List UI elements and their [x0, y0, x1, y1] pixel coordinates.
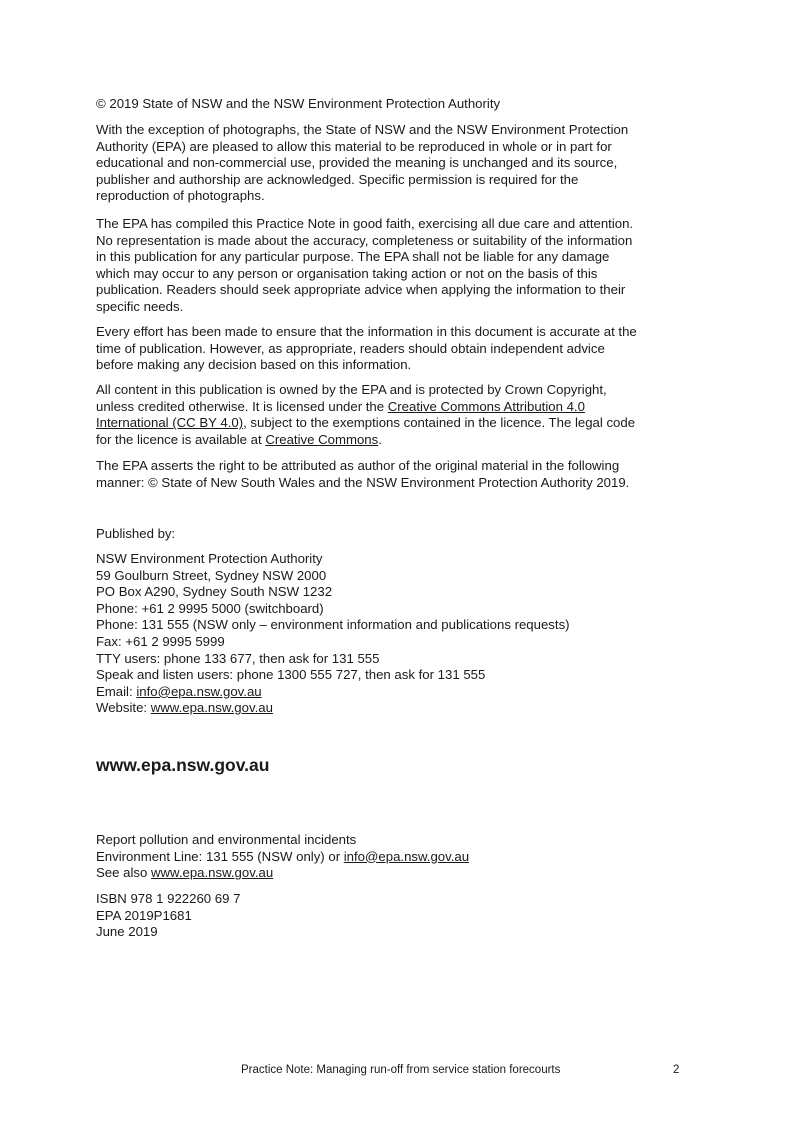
- copyright-text: © 2019 State of NSW and the NSW Environment Protection Authority: [96, 96, 501, 111]
- accuracy-paragraph: Every effort has been made to ensure that the information in this document is accurate at the time of publication. However, as appropriate, readers should obtain independent advice before making any decision based on this information.: [96, 324, 637, 373]
- report-pollution-block: Report pollution and environmental incidents Environment Line: 131 555 (NSW only) or info@epa.nsw.gov.au See also www.epa.nsw.gov.au: [96, 832, 470, 881]
- page-number: 2: [673, 1064, 680, 1076]
- publication-info: [96, 891, 706, 941]
- publisher-address: NSW Environment Protection Authority 59 Goulburn Street, Sydney NSW 2000 PO Box A290, Sydney South NSW 1232 Phone: +61 2 9995 5000 (switchboard) Phone: 131 555 (NSW only – environment information and publications requests) Fax: +61 2 9995 5999 TTY users: phone 133 677, then ask for 131 555 Speak and listen users: phone 1300 555 727, then ask for 131 555 Email: info@epa.nsw.gov.au Website: www.epa.nsw.gov.au: [96, 551, 570, 716]
- creative-commons-link[interactable]: Creative Commons: [265, 431, 379, 447]
- reproduction-paragraph: With the exception of photographs, the State of NSW and the NSW Environment Protection Authority (EPA) are pleased to allow this material to be reproduced in whole or in part for educational and non-commercial use, provided the meaning is unchanged and its source, publisher and authorship are acknowledged. Specific permission is required for the reproduction of photographs.: [96, 122, 629, 204]
- report-email-link[interactable]: info@epa.nsw.gov.au: [343, 848, 470, 864]
- report-website-link[interactable]: www.epa.nsw.gov.au: [151, 865, 274, 881]
- licence-paragraph: All content in this publication is owned by the EPA and is protected by Crown Copyright, unless credited otherwise. It is licensed under the Creative Commons Attribution 4.0 International (CC BY 4.0), subject to the exemptions contained in the licence. The legal code for the licence is available at Creative Commons.: [96, 382, 636, 447]
- publication-date: June 2019: [96, 924, 158, 940]
- cc-by-international-link[interactable]: International (CC BY 4.0): [96, 415, 244, 431]
- email-link[interactable]: info@epa.nsw.gov.au: [136, 683, 262, 699]
- attribution-paragraph: The EPA asserts the right to be attributed as author of the original material in the following manner: © State of New South Wales and the NSW Environment Protection Authority 2019.: [96, 458, 630, 490]
- copyright-line: [96, 96, 706, 113]
- disclaimer-paragraph: The EPA has compiled this Practice Note in good faith, exercising all due care and attention. No representation is made about the accuracy, completeness or suitability of the information in this publication for any particular purpose. The EPA shall not be liable for any damage which may occur to any person or organisation taking action or not on the basis of this publication. Readers should seek appropriate advice when applying the information to their specific needs.: [96, 216, 634, 314]
- publication-number: EPA 2019P1681: [96, 907, 192, 923]
- cc-by-link[interactable]: Creative Commons Attribution 4.0: [387, 398, 585, 414]
- footer-title: Practice Note: Managing run-off from service station forecourts: [241, 1064, 561, 1076]
- website-heading: www.epa.nsw.gov.au: [96, 755, 270, 775]
- isbn: ISBN 978 1 922260 69 7: [96, 891, 241, 906]
- website-link[interactable]: www.epa.nsw.gov.au: [150, 700, 273, 716]
- published-by-label: Published by:: [96, 526, 176, 541]
